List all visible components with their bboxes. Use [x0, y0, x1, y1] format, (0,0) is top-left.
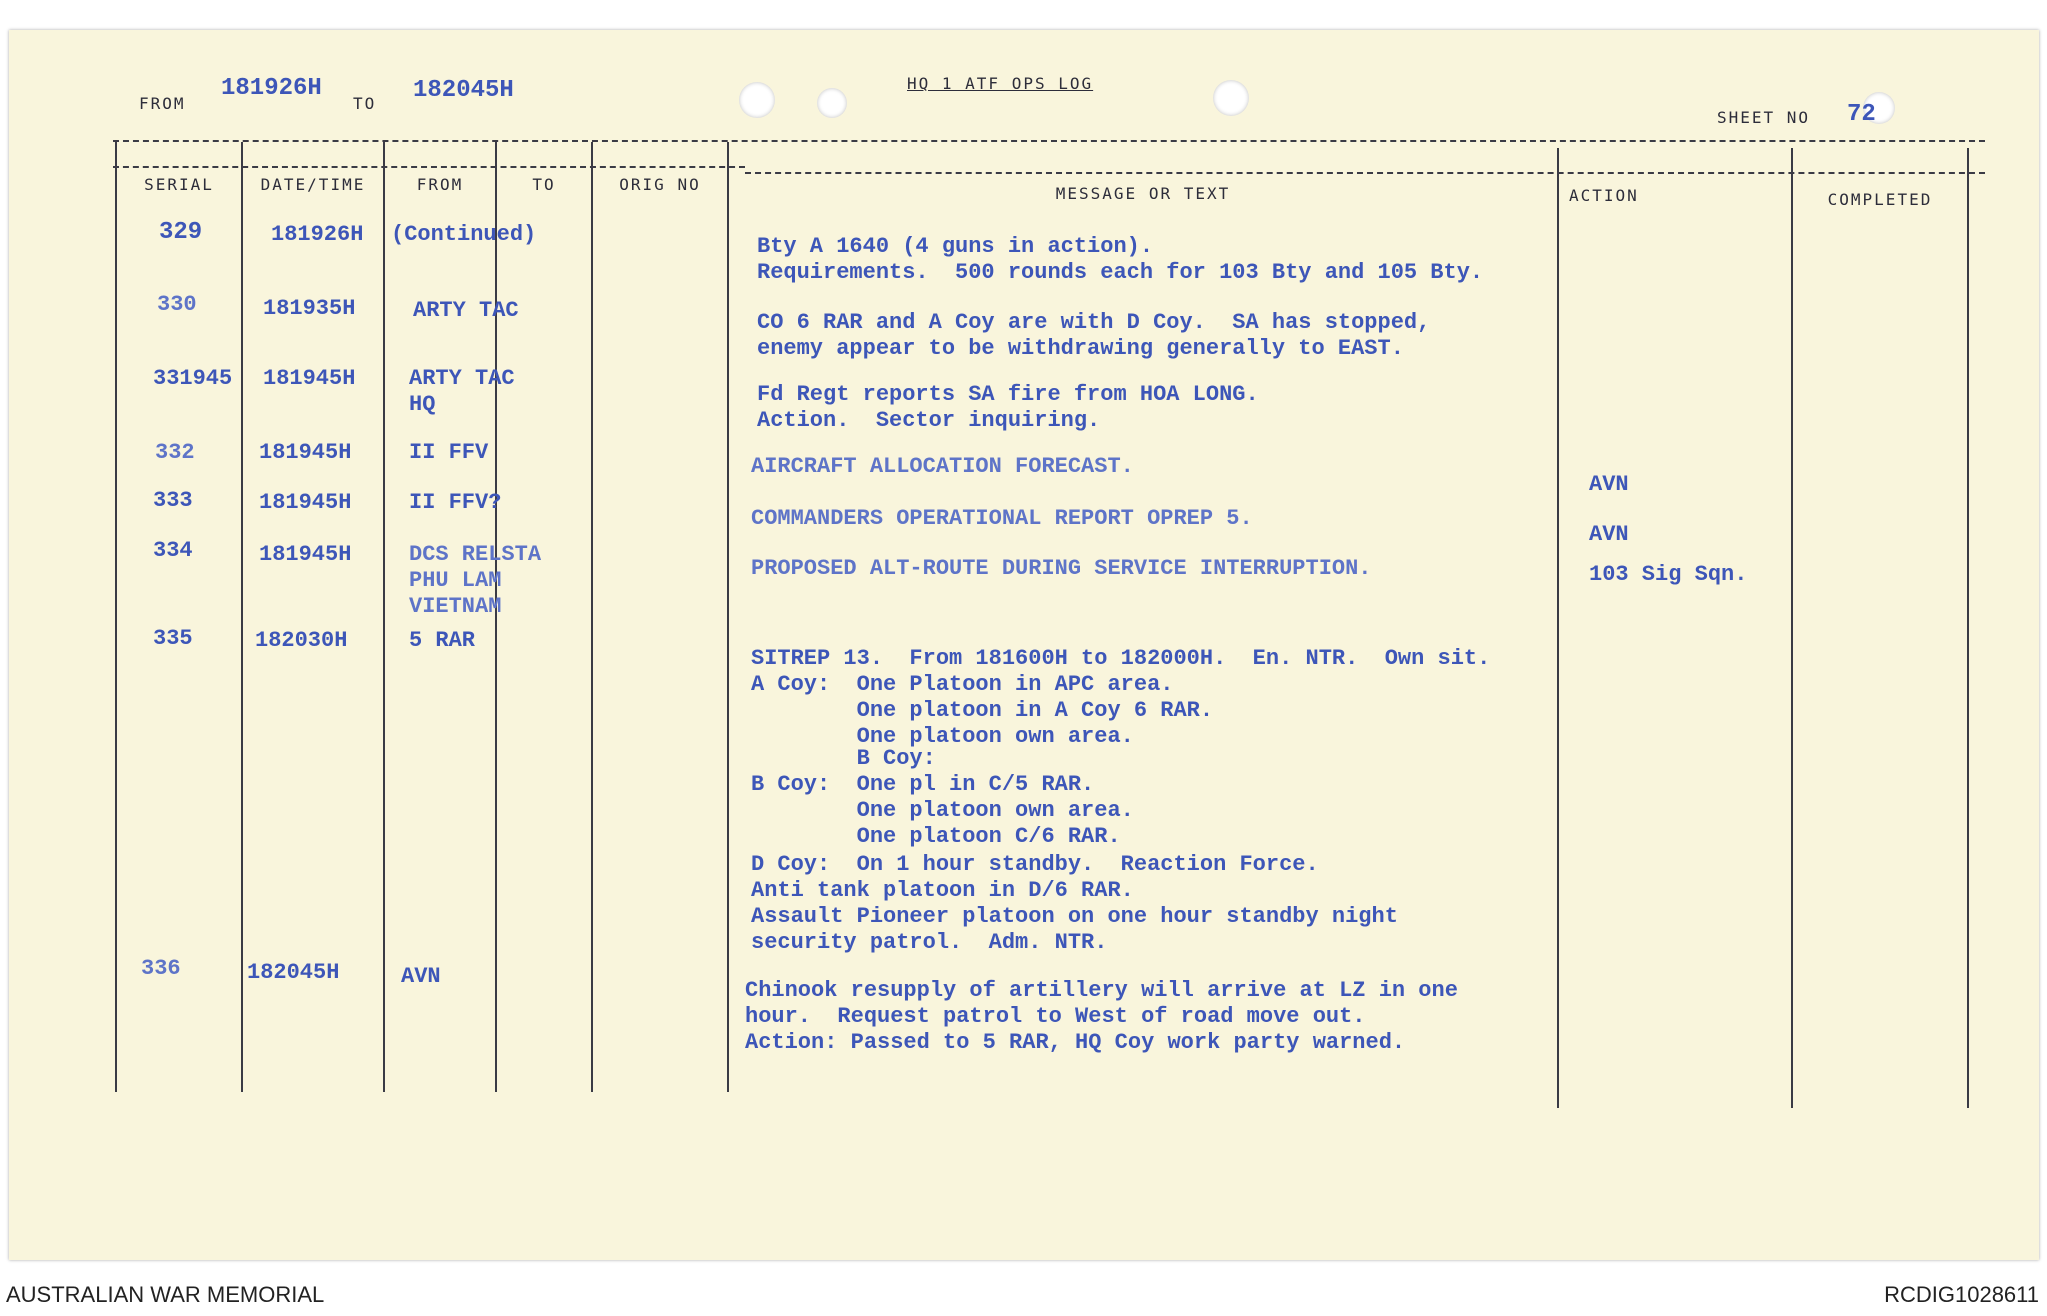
entry-message-line: Anti tank platoon in D/6 RAR.: [751, 878, 1134, 903]
column-divider: [115, 142, 117, 1092]
entry-serial: 333: [153, 488, 193, 513]
column-divider: [591, 142, 593, 1092]
entry-message-line: B Coy:: [751, 746, 936, 771]
entry-message-line: CO 6 RAR and A Coy are with D Coy. SA has stopped,: [757, 310, 1431, 335]
entry-from: ARTY TAC HQ: [409, 366, 515, 417]
footer-archive-name: AUSTRALIAN WAR MEMORIAL: [6, 1282, 325, 1307]
entry-datetime: 181935H: [263, 296, 356, 321]
entry-datetime: 181945H: [263, 366, 356, 391]
entry-datetime: 181926H: [271, 222, 364, 247]
entry-message-line: One platoon C/6 RAR.: [751, 824, 1121, 849]
entry-message-line: security patrol. Adm. NTR.: [751, 930, 1108, 955]
log-title: HQ 1 ATF OPS LOG: [907, 74, 1094, 93]
entry-message-line: One platoon in A Coy 6 RAR.: [751, 698, 1214, 723]
entry-message-line: Bty A 1640 (4 guns in action).: [757, 234, 1154, 259]
column-header-to: TO: [532, 175, 556, 194]
entry-message-line: Requirements. 500 rounds each for 103 Bty and 105 Bty.: [757, 260, 1484, 285]
entry-message-line: One platoon own area.: [751, 724, 1134, 749]
column-header-from: FROM: [416, 175, 464, 194]
entry-serial: 329: [159, 219, 203, 246]
entry-message-line: PROPOSED ALT-ROUTE DURING SERVICE INTERRUPTION.: [751, 556, 1372, 581]
punch-hole: [739, 82, 775, 118]
entry-serial: 332: [155, 440, 195, 465]
entry-message-line: D Coy: On 1 hour standby. Reaction Force.: [751, 852, 1319, 877]
column-header-datetime: DATE/TIME: [260, 175, 366, 194]
entry-message-line: SITREP 13. From 181600H to 182000H. En. NTR. Own sit.: [751, 646, 1491, 671]
column-divider: [241, 142, 243, 1092]
entry-from: DCS RELSTA PHU LAM VIETNAM: [409, 542, 542, 619]
entry-datetime: 181945H: [259, 490, 352, 515]
from-label: FROM: [139, 94, 186, 113]
to-label: TO: [353, 94, 377, 113]
entry-from: AVN: [401, 964, 441, 989]
from-value: 181926H: [221, 75, 322, 102]
entry-message-line: Action: Passed to 5 RAR, HQ Coy work party warned.: [745, 1030, 1406, 1055]
header-bottom-rule-right: [745, 172, 1985, 174]
column-divider: [383, 142, 385, 1092]
log-sheet: [9, 30, 2039, 1260]
punch-hole: [1213, 80, 1249, 116]
column-header-action: ACTION: [1569, 186, 1639, 205]
entry-action: AVN: [1589, 472, 1629, 497]
entry-serial: 335: [153, 626, 193, 651]
column-header-message: MESSAGE OR TEXT: [1055, 184, 1231, 203]
column-header-serial: SERIAL: [144, 175, 214, 194]
entry-datetime: 182030H: [255, 628, 348, 653]
entry-datetime: 181945H: [259, 440, 352, 465]
entry-message-line: Action. Sector inquiring.: [757, 408, 1101, 433]
column-divider: [727, 142, 729, 1092]
punch-hole: [817, 88, 847, 118]
entry-message-line: B Coy: One pl in C/5 RAR.: [751, 772, 1095, 797]
entry-from: II FFV?: [409, 490, 502, 515]
entry-message-line: AIRCRAFT ALLOCATION FORECAST.: [751, 454, 1134, 479]
entry-message-line: A Coy: One Platoon in APC area.: [751, 672, 1174, 697]
entry-from: II FFV: [409, 440, 489, 465]
entry-datetime: 181945H: [259, 542, 352, 567]
entry-message-line: Fd Regt reports SA fire from HOA LONG.: [757, 382, 1259, 407]
entry-serial: 334: [153, 538, 193, 563]
sheet-label: SHEET NO: [1717, 108, 1811, 127]
entry-message-line: One platoon own area.: [751, 798, 1134, 823]
entry-datetime: 182045H: [247, 960, 340, 985]
column-divider: [1791, 148, 1793, 1108]
entry-message-line: Assault Pioneer platoon on one hour standby night: [751, 904, 1398, 929]
entry-from: 5 RAR: [409, 628, 476, 653]
entry-serial: 336: [141, 956, 181, 981]
column-divider: [1967, 148, 1969, 1108]
to-value: 182045H: [413, 77, 514, 104]
footer-record-id: RCDIG1028611: [1884, 1282, 2039, 1307]
entry-message-line: COMMANDERS OPERATIONAL REPORT OPREP 5.: [751, 506, 1253, 531]
column-header-completed: COMPLETED: [1827, 190, 1933, 209]
column-divider: [1557, 148, 1559, 1108]
entry-message-line: enemy appear to be withdrawing generally to EAST.: [757, 336, 1404, 361]
sheet-value: 72: [1847, 101, 1876, 128]
entry-from: (Continued): [391, 222, 537, 247]
entry-action: 103 Sig Sqn.: [1589, 562, 1748, 587]
entry-from: ARTY TAC: [413, 298, 519, 323]
entry-serial: 330: [157, 292, 197, 317]
header-bottom-rule-left: [113, 166, 745, 168]
entry-message-line: Chinook resupply of artillery will arrive at LZ in one: [745, 978, 1458, 1003]
entry-action: AVN: [1589, 522, 1629, 547]
column-header-orig-no: ORIG NO: [619, 175, 701, 194]
entry-message-line: hour. Request patrol to West of road move out.: [745, 1004, 1366, 1029]
table-top-rule: [113, 140, 1985, 142]
entry-serial: 331945: [153, 366, 233, 391]
